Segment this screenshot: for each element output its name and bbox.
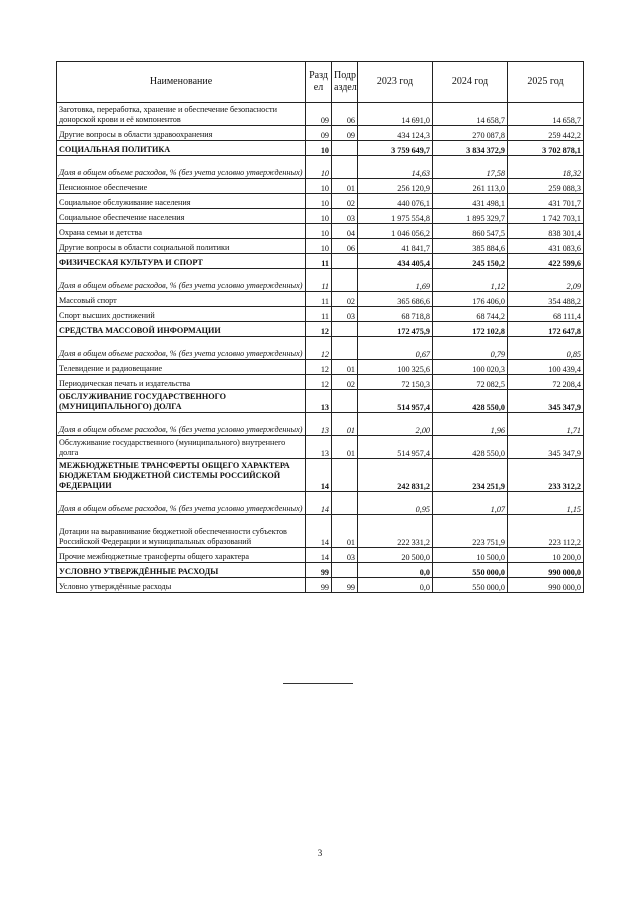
table-row — [57, 292, 584, 307]
row-value-2023: 514 957,4 — [358, 390, 433, 413]
table-row — [57, 126, 584, 141]
row-subsection: 06 — [332, 239, 358, 254]
row-value-2025: 100 439,4 — [508, 360, 584, 375]
row-value-2025: 838 301,4 — [508, 224, 584, 239]
row-subsection: 99 — [332, 578, 358, 593]
row-name: ФИЗИЧЕСКАЯ КУЛЬТУРА И СПОРТ — [57, 254, 306, 269]
row-value-2025: 431 701,7 — [508, 194, 584, 209]
row-name: Прочие межбюджетные трансферты общего характера — [57, 548, 306, 563]
row-section: 10 — [306, 141, 332, 156]
row-value-2025: 0,85 — [508, 337, 584, 360]
row-value-2023: 242 831,2 — [358, 459, 433, 492]
row-subsection: 01 — [332, 413, 358, 436]
table-row — [57, 156, 584, 179]
row-section: 14 — [306, 548, 332, 563]
row-value-2025: 422 599,6 — [508, 254, 584, 269]
page-number: 3 — [317, 848, 323, 858]
row-name: СРЕДСТВА МАССОВОЙ ИНФОРМАЦИИ — [57, 322, 306, 337]
table-row — [57, 492, 584, 515]
row-name: Условно утверждённые расходы — [57, 578, 306, 593]
row-section: 13 — [306, 390, 332, 413]
row-value-2024: 550 000,0 — [433, 578, 508, 593]
row-section: 10 — [306, 156, 332, 179]
row-value-2025: 14 658,7 — [508, 103, 584, 126]
row-name: Доля в общем объеме расходов, % (без учета условно утвержденных) — [57, 156, 306, 179]
table-row — [57, 436, 584, 459]
row-name: СОЦИАЛЬНАЯ ПОЛИТИКА — [57, 141, 306, 156]
row-section: 11 — [306, 307, 332, 322]
table-row — [57, 322, 584, 337]
row-value-2025: 3 702 878,1 — [508, 141, 584, 156]
row-value-2024: 176 406,0 — [433, 292, 508, 307]
row-value-2025: 172 647,8 — [508, 322, 584, 337]
row-value-2023: 14,63 — [358, 156, 433, 179]
row-value-2024: 17,58 — [433, 156, 508, 179]
row-value-2023: 0,0 — [358, 563, 433, 578]
table-row — [57, 578, 584, 593]
row-name: Дотации на выравнивание бюджетной обеспеченности субъектов Российской Федерации и муниципальных образований — [57, 515, 306, 548]
row-name: УСЛОВНО УТВЕРЖДЁННЫЕ РАСХОДЫ — [57, 563, 306, 578]
row-subsection: 02 — [332, 194, 358, 209]
row-subsection — [332, 322, 358, 337]
row-value-2023: 68 718,8 — [358, 307, 433, 322]
row-name: Другие вопросы в области социальной политики — [57, 239, 306, 254]
col-header-subsection: Подр аздел — [332, 62, 358, 103]
row-value-2023: 0,67 — [358, 337, 433, 360]
row-name: Доля в общем объеме расходов, % (без учета условно утвержденных) — [57, 492, 306, 515]
row-subsection: 03 — [332, 307, 358, 322]
row-section: 12 — [306, 337, 332, 360]
row-value-2025: 1,15 — [508, 492, 584, 515]
row-section: 13 — [306, 436, 332, 459]
row-value-2025: 345 347,9 — [508, 436, 584, 459]
row-value-2025: 1 742 703,1 — [508, 209, 584, 224]
row-value-2023: 72 150,3 — [358, 375, 433, 390]
row-value-2025: 223 112,2 — [508, 515, 584, 548]
row-value-2025: 10 200,0 — [508, 548, 584, 563]
row-name: ОБСЛУЖИВАНИЕ ГОСУДАРСТВЕННОГО (МУНИЦИПАЛЬНОГО) ДОЛГА — [57, 390, 306, 413]
row-value-2023: 100 325,6 — [358, 360, 433, 375]
row-section: 13 — [306, 413, 332, 436]
row-section: 11 — [306, 269, 332, 292]
row-name: Доля в общем объеме расходов, % (без учета условно утвержденных) — [57, 337, 306, 360]
row-section: 12 — [306, 375, 332, 390]
row-subsection: 03 — [332, 209, 358, 224]
row-value-2023: 1 046 056,2 — [358, 224, 433, 239]
row-value-2024: 1,96 — [433, 413, 508, 436]
row-value-2023: 1,69 — [358, 269, 433, 292]
row-value-2024: 234 251,9 — [433, 459, 508, 492]
row-section: 12 — [306, 360, 332, 375]
row-value-2024: 172 102,8 — [433, 322, 508, 337]
row-subsection — [332, 563, 358, 578]
row-value-2024: 10 500,0 — [433, 548, 508, 563]
row-value-2024: 860 547,5 — [433, 224, 508, 239]
row-value-2024: 431 498,1 — [433, 194, 508, 209]
separator-line — [283, 683, 353, 684]
row-section: 10 — [306, 194, 332, 209]
row-subsection — [332, 254, 358, 269]
table-row — [57, 141, 584, 156]
row-name: МЕЖБЮДЖЕТНЫЕ ТРАНСФЕРТЫ ОБЩЕГО ХАРАКТЕРА БЮДЖЕТАМ БЮДЖЕТНОЙ СИСТЕМЫ РОССИЙСКОЙ ФЕДЕРАЦИИ — [57, 459, 306, 492]
table-row — [57, 194, 584, 209]
row-subsection: 01 — [332, 179, 358, 194]
row-value-2023: 222 331,2 — [358, 515, 433, 548]
row-section: 14 — [306, 515, 332, 548]
row-name: Социальное обслуживание населения — [57, 194, 306, 209]
col-header-2023: 2023 год — [358, 62, 433, 103]
table-row — [57, 337, 584, 360]
row-value-2023: 440 076,1 — [358, 194, 433, 209]
row-value-2025: 233 312,2 — [508, 459, 584, 492]
row-value-2024: 1 895 329,7 — [433, 209, 508, 224]
row-value-2023: 41 841,7 — [358, 239, 433, 254]
table-row — [57, 224, 584, 239]
row-value-2024: 0,79 — [433, 337, 508, 360]
row-value-2025: 72 208,4 — [508, 375, 584, 390]
row-name: Охрана семьи и детства — [57, 224, 306, 239]
row-value-2023: 256 120,9 — [358, 179, 433, 194]
row-value-2024: 14 658,7 — [433, 103, 508, 126]
row-subsection: 06 — [332, 103, 358, 126]
row-value-2025: 2,09 — [508, 269, 584, 292]
row-section: 11 — [306, 254, 332, 269]
col-header-2025: 2025 год — [508, 62, 584, 103]
row-section: 12 — [306, 322, 332, 337]
budget-table — [56, 61, 584, 593]
table-row — [57, 390, 584, 413]
row-value-2025: 259 088,3 — [508, 179, 584, 194]
row-subsection: 02 — [332, 375, 358, 390]
row-subsection: 03 — [332, 548, 358, 563]
table-row — [57, 459, 584, 492]
row-subsection — [332, 390, 358, 413]
row-subsection — [332, 269, 358, 292]
table-row — [57, 179, 584, 194]
row-value-2023: 3 759 649,7 — [358, 141, 433, 156]
row-value-2023: 1 975 554,8 — [358, 209, 433, 224]
row-value-2023: 0,95 — [358, 492, 433, 515]
row-value-2025: 68 111,4 — [508, 307, 584, 322]
row-section: 14 — [306, 459, 332, 492]
row-value-2024: 100 020,3 — [433, 360, 508, 375]
table-row — [57, 360, 584, 375]
table-row — [57, 209, 584, 224]
col-header-name: Наименование — [57, 62, 306, 103]
row-section: 14 — [306, 492, 332, 515]
row-name: Телевидение и радиовещание — [57, 360, 306, 375]
row-section: 10 — [306, 179, 332, 194]
row-subsection — [332, 141, 358, 156]
table-row — [57, 103, 584, 126]
table-row — [57, 375, 584, 390]
row-value-2024: 223 751,9 — [433, 515, 508, 548]
row-value-2023: 514 957,4 — [358, 436, 433, 459]
row-value-2025: 1,71 — [508, 413, 584, 436]
row-value-2024: 261 113,0 — [433, 179, 508, 194]
row-value-2025: 990 000,0 — [508, 563, 584, 578]
row-subsection: 01 — [332, 515, 358, 548]
row-subsection: 01 — [332, 360, 358, 375]
row-subsection: 09 — [332, 126, 358, 141]
row-value-2024: 72 082,5 — [433, 375, 508, 390]
table-row — [57, 239, 584, 254]
table-row — [57, 413, 584, 436]
table-row — [57, 307, 584, 322]
row-value-2023: 172 475,9 — [358, 322, 433, 337]
row-section: 10 — [306, 239, 332, 254]
row-subsection: 02 — [332, 292, 358, 307]
row-value-2023: 0,0 — [358, 578, 433, 593]
row-name: Обслуживание государственного (муниципального) внутреннего долга — [57, 436, 306, 459]
col-header-section: Разд ел — [306, 62, 332, 103]
row-subsection: 04 — [332, 224, 358, 239]
row-value-2024: 385 884,6 — [433, 239, 508, 254]
row-value-2024: 1,12 — [433, 269, 508, 292]
row-value-2023: 434 124,3 — [358, 126, 433, 141]
row-value-2025: 990 000,0 — [508, 578, 584, 593]
row-name: Другие вопросы в области здравоохранения — [57, 126, 306, 141]
row-value-2025: 18,32 — [508, 156, 584, 179]
row-section: 99 — [306, 578, 332, 593]
table-row — [57, 515, 584, 548]
row-section: 10 — [306, 209, 332, 224]
table-row — [57, 254, 584, 269]
row-subsection: 01 — [332, 436, 358, 459]
row-name: Заготовка, переработка, хранение и обеспечение безопасности донорской крови и её компонентов — [57, 103, 306, 126]
row-subsection — [332, 337, 358, 360]
row-section: 10 — [306, 224, 332, 239]
row-value-2024: 270 087,8 — [433, 126, 508, 141]
row-section: 09 — [306, 103, 332, 126]
row-value-2024: 68 744,2 — [433, 307, 508, 322]
row-value-2023: 434 405,4 — [358, 254, 433, 269]
table-row — [57, 548, 584, 563]
table-row — [57, 269, 584, 292]
row-value-2023: 20 500,0 — [358, 548, 433, 563]
row-value-2023: 14 691,0 — [358, 103, 433, 126]
row-value-2024: 1,07 — [433, 492, 508, 515]
row-value-2025: 431 083,6 — [508, 239, 584, 254]
row-name: Массовый спорт — [57, 292, 306, 307]
row-value-2025: 259 442,2 — [508, 126, 584, 141]
row-subsection — [332, 459, 358, 492]
row-subsection — [332, 156, 358, 179]
row-name: Доля в общем объеме расходов, % (без учета условно утвержденных) — [57, 269, 306, 292]
row-value-2025: 345 347,9 — [508, 390, 584, 413]
row-section: 09 — [306, 126, 332, 141]
row-value-2024: 550 000,0 — [433, 563, 508, 578]
row-name: Социальное обеспечение населения — [57, 209, 306, 224]
table-body — [57, 103, 584, 593]
table-header-row — [57, 62, 584, 103]
table-row — [57, 563, 584, 578]
row-subsection — [332, 492, 358, 515]
row-value-2024: 428 550,0 — [433, 436, 508, 459]
row-name: Пенсионное обеспечение — [57, 179, 306, 194]
row-name: Доля в общем объеме расходов, % (без учета условно утвержденных) — [57, 413, 306, 436]
row-name: Периодическая печать и издательства — [57, 375, 306, 390]
row-section: 99 — [306, 563, 332, 578]
row-value-2024: 3 834 372,9 — [433, 141, 508, 156]
row-value-2025: 354 488,2 — [508, 292, 584, 307]
row-value-2024: 245 150,2 — [433, 254, 508, 269]
row-section: 11 — [306, 292, 332, 307]
col-header-2024: 2024 год — [433, 62, 508, 103]
row-value-2024: 428 550,0 — [433, 390, 508, 413]
row-value-2023: 365 686,6 — [358, 292, 433, 307]
row-name: Спорт высших достижений — [57, 307, 306, 322]
row-value-2023: 2,00 — [358, 413, 433, 436]
